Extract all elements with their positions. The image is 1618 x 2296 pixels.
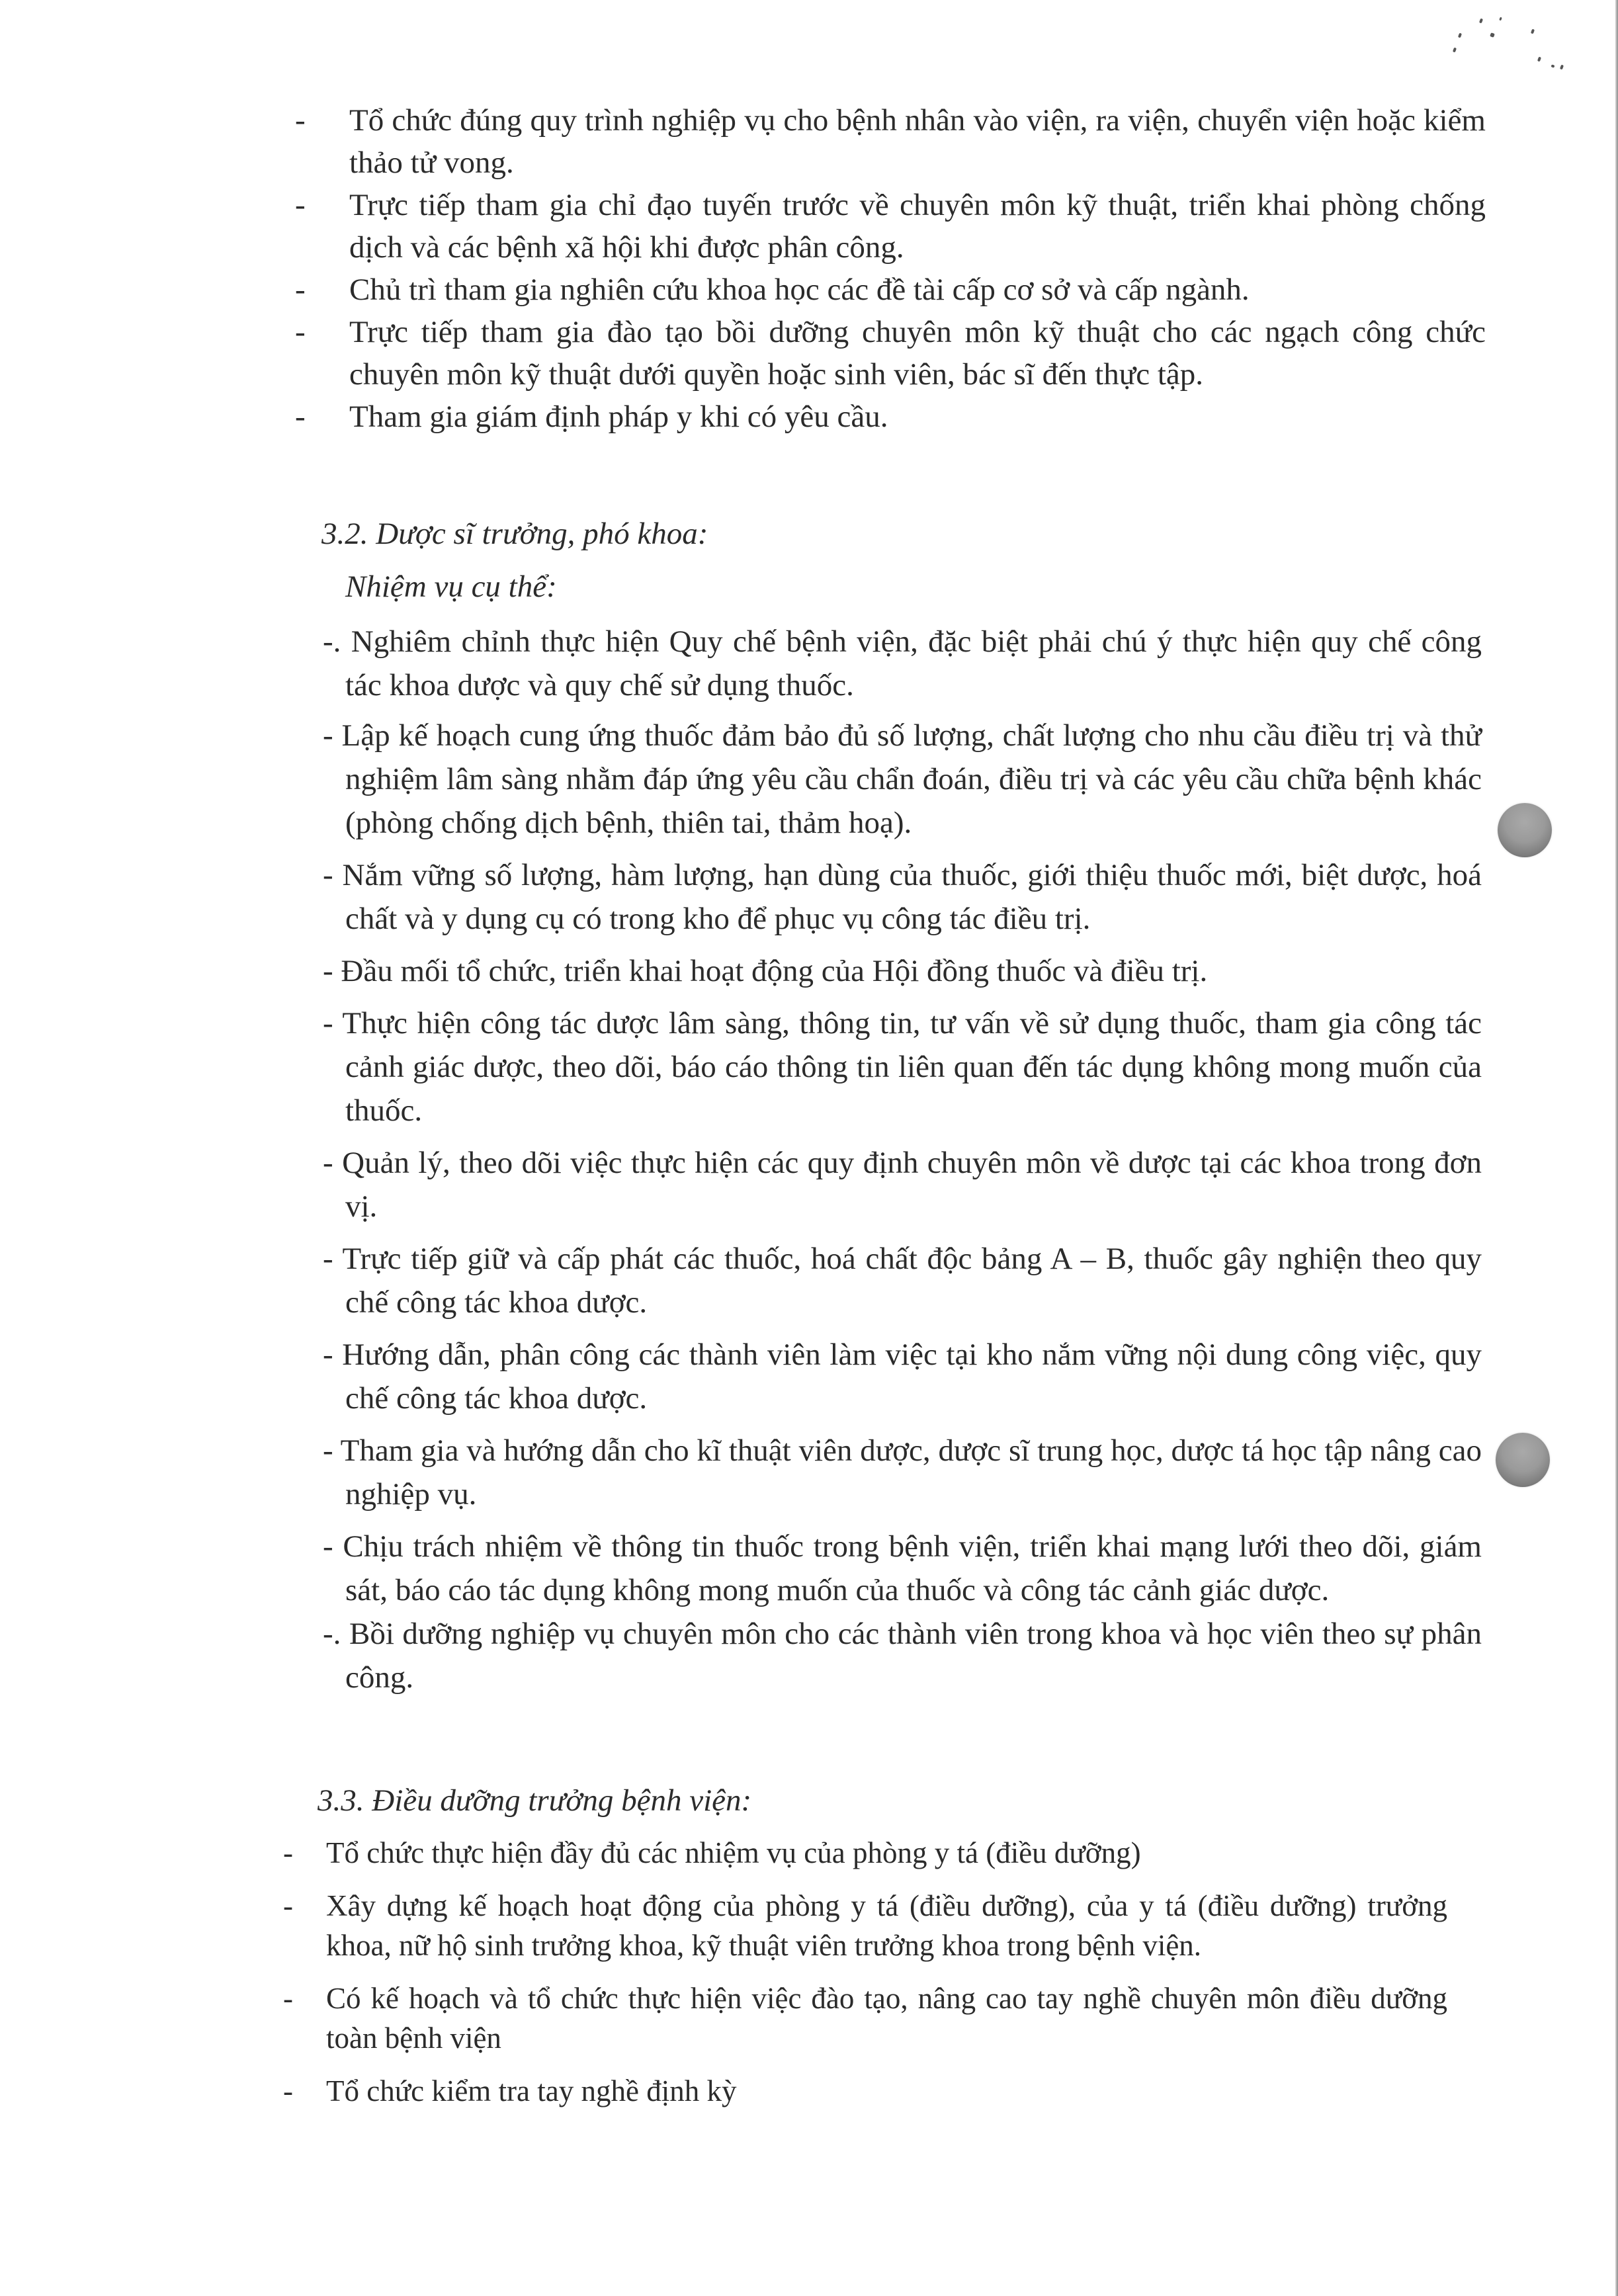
scan-specks-decoration <box>1459 13 1591 79</box>
list-item: - Quản lý, theo dõi việc thực hiện các quy định chuyên môn về dược tại các khoa trong đơn vị. <box>323 1146 1482 1224</box>
list-item-text: Trực tiếp tham gia chỉ đạo tuyến trước về chuyên môn kỹ thuật, triển khai phòng chống dịch và các bệnh xã hội khi được phân công. <box>349 188 1486 265</box>
speck <box>1531 29 1535 34</box>
list-item <box>295 184 1486 269</box>
list-item <box>283 1886 1447 1965</box>
list-bullet: - <box>295 273 306 307</box>
speck <box>1490 32 1495 38</box>
section-heading-3-3: 3.3. Điều dưỡng trưởng bệnh viện: <box>318 1783 752 1818</box>
list-bullet: - <box>295 400 306 434</box>
list-item-text: Tổ chức kiểm tra tay nghề định kỳ <box>326 2074 737 2107</box>
list-item: - Chịu trách nhiệm về thông tin thuốc trong bệnh viện, triển khai mạng lưới theo dõi, giám sát, báo cáo tác dụng không mong muốn của thuốc và công tác cảnh giác dược. <box>323 1529 1482 1607</box>
list-item <box>295 99 1486 184</box>
speck <box>1537 57 1541 62</box>
list-item-text: Trực tiếp tham gia đào tạo bồi dưỡng chuyên môn kỹ thuật cho các ngạch công chức chuyên môn kỹ thuật dưới quyền hoặc sinh viên, bác sĩ đến thực tập. <box>349 315 1486 392</box>
speck <box>1453 48 1457 53</box>
speck <box>1458 33 1462 38</box>
list-item-text: Xây dựng kế hoạch hoạt động của phòng y tá (điều dưỡng), của y tá (điều dưỡng) trưởng khoa, nữ hộ sinh trưởng khoa, kỹ thuật viên trưởng khoa trong bệnh viện. <box>326 1889 1447 1962</box>
list-item: - Nắm vững số lượng, hàm lượng, hạn dùng của thuốc, giới thiệu thuốc mới, biệt dược, hoá chất và y dụng cụ có trong kho để phục vụ công tác điều trị. <box>323 858 1482 936</box>
speck <box>1551 64 1554 67</box>
list-bullet: - <box>295 103 306 138</box>
speck <box>1479 19 1483 24</box>
list-item: - Đầu mối tổ chức, triển khai hoạt động của Hội đồng thuốc và điều trị. <box>323 954 1208 988</box>
list-item <box>295 269 1486 311</box>
list-bullet: - <box>283 2074 293 2107</box>
list-item: -. Nghiêm chỉnh thực hiện Quy chế bệnh viện, đặc biệt phải chú ý thực hiện quy chế công tác khoa dược và quy chế sử dụng thuốc. <box>323 624 1482 702</box>
list-item-text: Tổ chức đúng quy trình nghiệp vụ cho bệnh nhân vào viện, ra viện, chuyển viện hoặc kiểm thảo tử vong. <box>349 103 1486 180</box>
scan-edge-shadow <box>1615 0 1618 2296</box>
section-pharmacist-duties <box>323 620 1482 1708</box>
list-item: - Trực tiếp giữ và cấp phát các thuốc, hoá chất độc bảng A – B, thuốc gây nghiện theo quy chế công tác khoa dược. <box>323 1242 1482 1320</box>
speck <box>1499 17 1502 21</box>
list-item: -. Bồi dưỡng nghiệp vụ chuyên môn cho các thành viên trong khoa và học viên theo sự phân công. <box>323 1617 1482 1695</box>
list-item: - Tham gia và hướng dẫn cho kĩ thuật viên dược, dược sĩ trung học, dược tá học tập nâng cao nghiệp vụ. <box>323 1433 1482 1511</box>
punch-hole <box>1496 1433 1550 1487</box>
section-subheading: Nhiệm vụ cụ thể: <box>345 570 557 604</box>
speck <box>1560 65 1564 70</box>
list-item <box>283 1833 1447 1873</box>
list-item: - Thực hiện công tác dược lâm sàng, thông tin, tư vấn về sử dụng thuốc, tham gia công tác cảnh giác dược, theo dõi, báo cáo thông tin liên quan đến tác dụng không mong muốn của thuốc. <box>323 1006 1482 1128</box>
list-bullet: - <box>283 1889 293 1922</box>
list-item-text: Chủ trì tham gia nghiên cứu khoa học các đề tài cấp cơ sở và cấp ngành. <box>349 273 1250 307</box>
list-item: - Hướng dẫn, phân công các thành viên làm việc tại kho nắm vững nội dung công việc, quy chế công tác khoa dược. <box>323 1338 1482 1416</box>
list-item <box>295 396 1486 438</box>
list-item-text: Có kế hoạch và tổ chức thực hiện việc đào tạo, nâng cao tay nghề chuyên môn điều dưỡng toàn bệnh viện <box>326 1982 1447 2055</box>
section-heading-3-2: 3.2. Dược sĩ trưởng, phó khoa: <box>321 517 708 551</box>
punch-hole <box>1498 803 1552 857</box>
list-bullet: - <box>283 1982 293 2015</box>
list-bullet: - <box>295 315 306 349</box>
list-item <box>295 311 1486 396</box>
list-bullet: - <box>283 1836 293 1869</box>
section-head-nurse-duties <box>283 1833 1447 2124</box>
list-item <box>283 1978 1447 2058</box>
list-item <box>283 2071 1447 2111</box>
list-bullet: - <box>295 188 306 222</box>
list-item: - Lập kế hoạch cung ứng thuốc đảm bảo đủ số lượng, chất lượng cho nhu cầu điều trị và thử nghiệm lâm sàng nhằm đáp ứng yêu cầu chẩn đoán, điều trị và các yêu cầu chữa bệnh khác (phòng chống dịch bệnh, thiên tai, thảm hoạ). <box>323 718 1482 840</box>
section-duties-list <box>295 99 1486 438</box>
list-item-text: Tham gia giám định pháp y khi có yêu cầu. <box>349 400 888 434</box>
list-item-text: Tổ chức thực hiện đầy đủ các nhiệm vụ của phòng y tá (điều dưỡng) <box>326 1836 1141 1869</box>
